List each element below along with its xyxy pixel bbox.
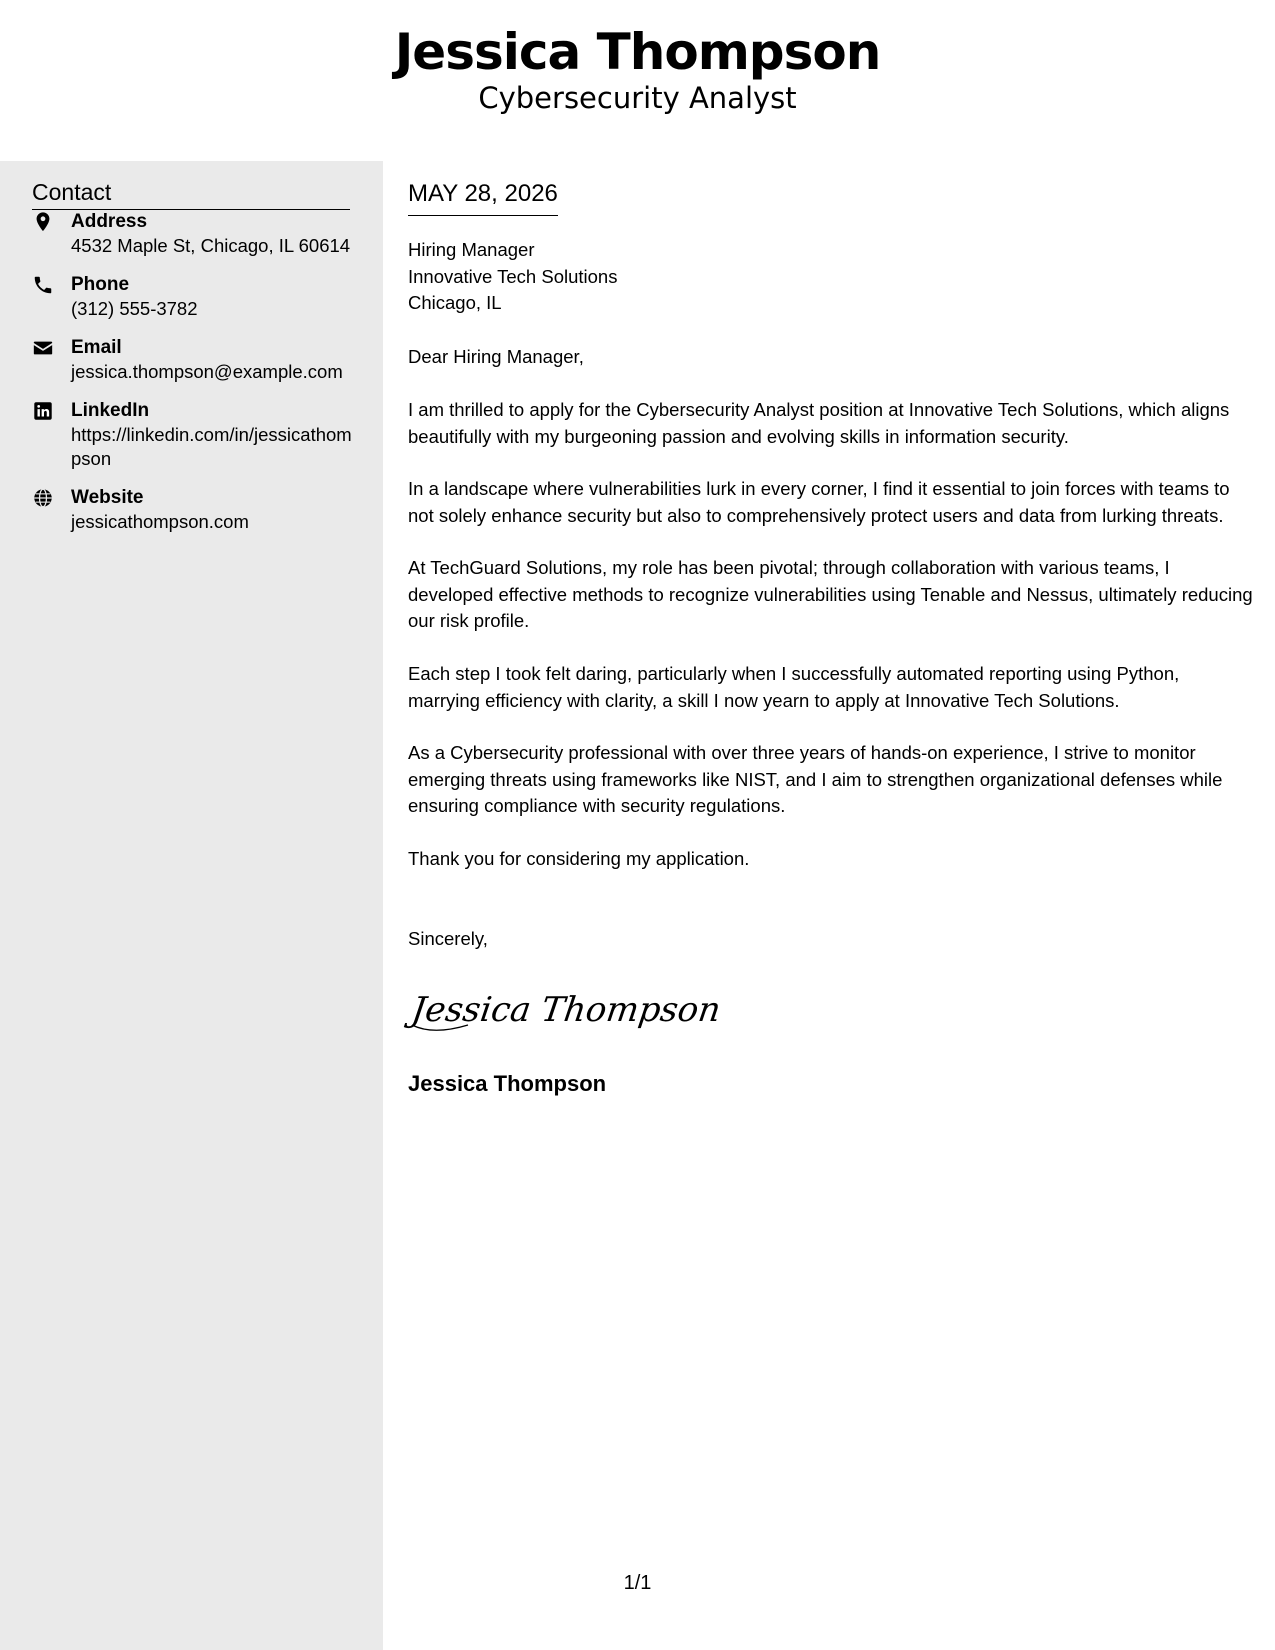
contact-label-linkedin: LinkedIn	[71, 400, 150, 421]
map-pin-icon	[32, 211, 54, 233]
recipient-block	[408, 237, 617, 317]
signer-name: Jessica Thompson	[408, 1071, 607, 1096]
closing: Sincerely,	[408, 928, 488, 949]
contact-value-email: jessica.thompson@example.com	[71, 361, 343, 382]
contact-heading: Contact	[32, 177, 350, 210]
paragraph-goals: As a Cybersecurity professional with over three years of hands-on experience, I strive to monitor emerging threats using frameworks like NIST, and I aim to strengthen organizational defenses while ensuring compliance with security regulations.	[408, 742, 1223, 816]
paragraph-experience: At TechGuard Solutions, my role has been pivotal; through collaboration with various teams, I developed effective methods to recognize vulnerabilities using Tenable and Nessus, ultimately reducing our risk profile.	[408, 557, 1253, 631]
page-number: 1/1	[623, 1572, 652, 1594]
contact-value-linkedin[interactable]: https://linkedin.com/in/jessicathompson	[71, 424, 352, 469]
contact-value-website[interactable]: jessicathompson.com	[71, 511, 249, 532]
envelope-icon	[32, 337, 54, 359]
handwritten-signature	[408, 981, 724, 1037]
letter-header	[0, 0, 1275, 161]
recipient-company: Innovative Tech Solutions	[408, 265, 618, 287]
contact-value-address: 4532 Maple St, Chicago, IL 60614	[71, 235, 351, 256]
recipient-location: Chicago, IL	[408, 292, 502, 313]
salutation: Dear Hiring Manager,	[408, 346, 584, 367]
contact-value-phone: (312) 555-3782	[71, 298, 198, 319]
recipient-title: Hiring Manager	[408, 239, 535, 260]
contact-label-address: Address	[71, 211, 148, 232]
paragraph-intro: I am thrilled to apply for the Cybersecurity Analyst position at Innovative Tech Solutions, which aligns beautifully with my burgeoning passion and evolving skills in information security.	[408, 399, 1230, 447]
contact-label-phone: Phone	[71, 274, 130, 295]
contact-label-website: Website	[71, 487, 144, 508]
paragraph-motivation: In a landscape where vulnerabilities lurk in every corner, I find it essential to join forces with teams to not solely enhance security but also to comprehensively protect users and data from lurking threats.	[408, 478, 1230, 526]
paragraph-automation: Each step I took felt daring, particularly when I successfully automated reporting using Python, marrying efficiency with clarity, a skill I now yearn to apply at Innovative Tech Solutions.	[408, 663, 1180, 711]
applicant-name: Jessica Thompson	[394, 23, 881, 81]
linkedin-icon	[32, 400, 54, 422]
letter-date: MAY 28, 2026	[408, 179, 558, 216]
applicant-job-title: Cybersecurity Analyst	[478, 81, 797, 115]
phone-icon	[32, 274, 54, 296]
contact-sidebar	[0, 161, 383, 1650]
svg-text:Jessica Thompson: Jessica Thompson	[409, 990, 724, 1030]
paragraph-thanks: Thank you for considering my application.	[408, 848, 750, 869]
globe-icon	[32, 487, 54, 509]
contact-label-email: Email	[71, 337, 122, 358]
